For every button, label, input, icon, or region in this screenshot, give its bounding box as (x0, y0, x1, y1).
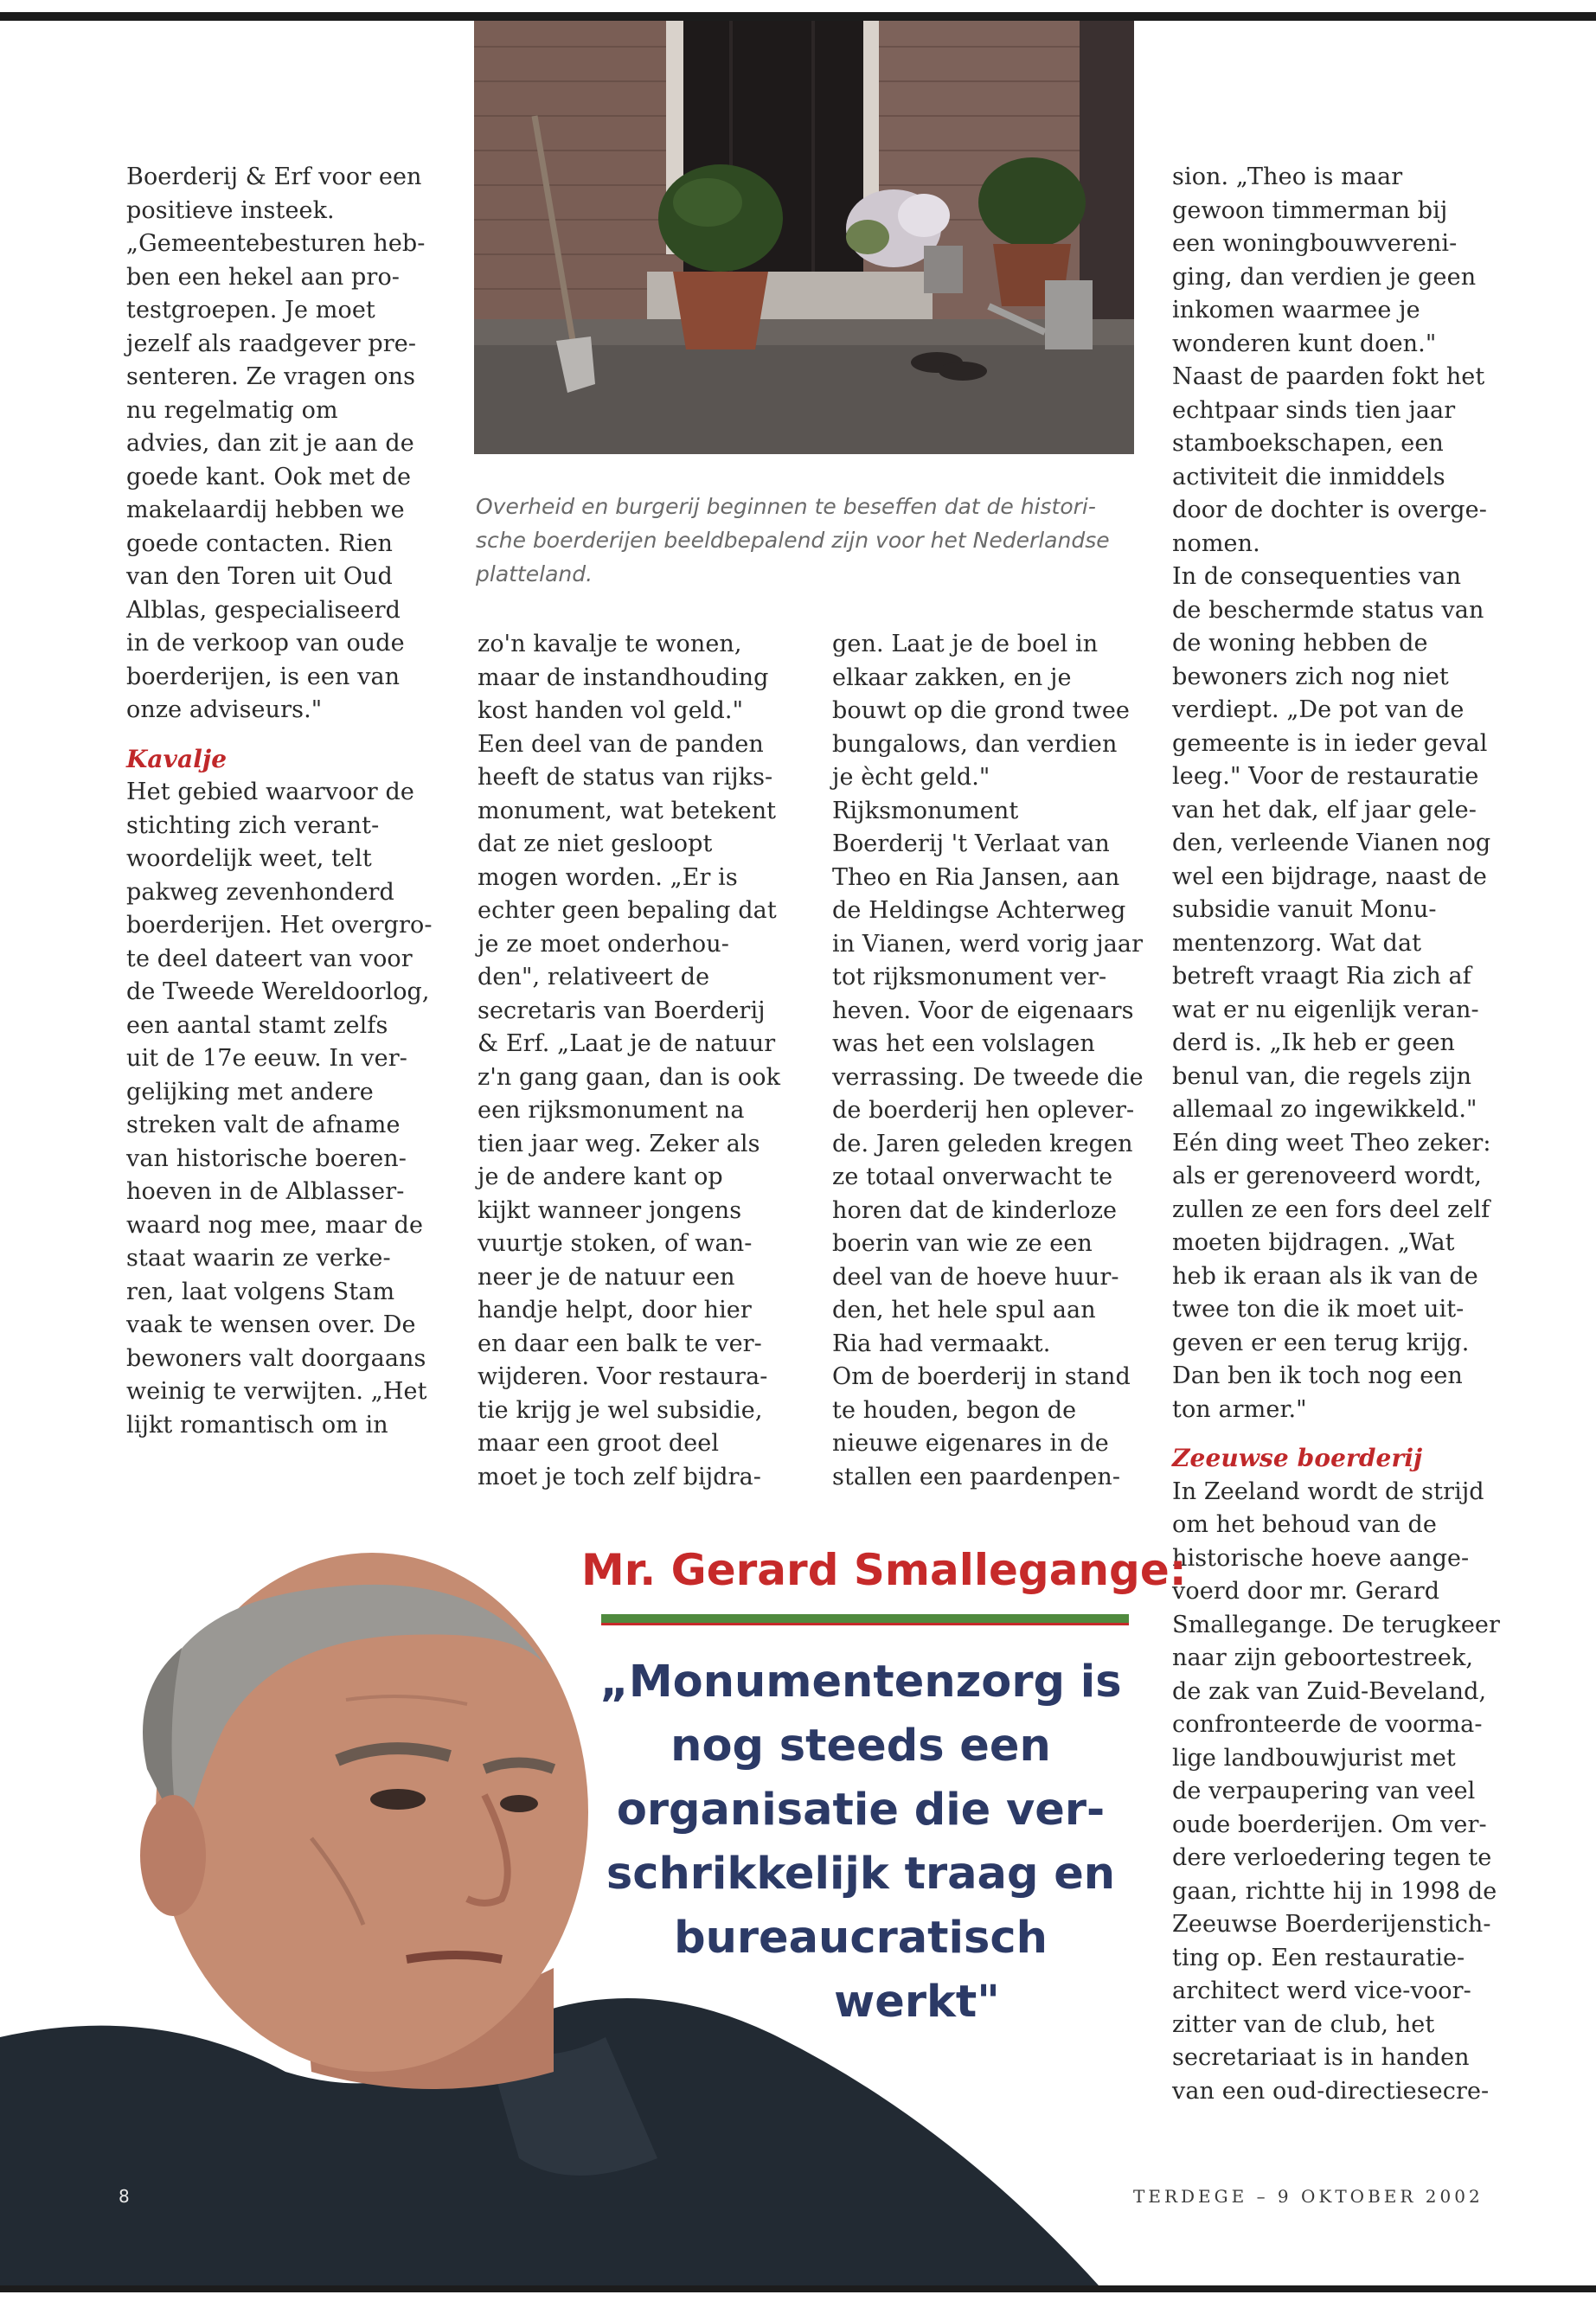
doorway-photo (474, 21, 1134, 454)
pullquote-text: „Monumentenzorg is nog steeds een organisatie die ver- schrikkelijk traag en bureaucratisch werkt" (599, 1657, 1122, 2028)
bottom-rule (0, 2285, 1596, 2292)
subhead-zeeuwse-boerderij: Zeeuwse boerderij (1172, 1444, 1423, 1472)
col1-paragraph-a: Boerderij & Erf voor een positieve insteek. „Gemeentebesturen heb- ben een hekel aan pro- testgroepen. Je moet jezelf als raadgever pre- senteren. Ze vragen ons nu regelmatig om advies, dan zit je aan de goede kant. Ook met de makelaardij hebben we goede contacten. Rien van den Toren uit Oud Alblas, gespecialiseerd in de verkoop van oude boerderijen, is een van onze adviseurs." (126, 163, 426, 723)
column-1 (126, 161, 446, 1442)
top-rule (0, 12, 1596, 21)
col2-paragraph: zo'n kavalje te wonen, maar de instandhouding kost handen vol geld." Een deel van de panden heeft de status van rijks- monument, wat betekent dat ze niet gesloopt mogen worden. „Er is echter geen bepaling dat je ze moet onderhou- den", relativeert de secretaris van Boerderij & Erf. „Laat je de natuur z'n gang gaan, dan is ook een rijksmonument na tien jaar weg. Zeker als je de andere kant op kijkt wanneer jongens vuurtje stoken, of wan- neer je de natuur een handje helpt, door hier en daar een balk te ver- wijderen. Voor restaura- tie krijg je wel subsidie, maar een groot deel moet je toch zelf bijdra- (478, 631, 781, 1490)
col3-paragraph: gen. Laat je de boel in elkaar zakken, en je bouwt op die grond twee bungalows, dan verdien je ècht geld." Rijksmonument Boerderij 't Verlaat van Theo en Ria Jansen, aan de Heldingse Achterweg in Vianen, werd vorig jaar tot rijksmonument ver- heven. Voor de eigenaars was het een volslagen verrassing. De tweede die de boerderij hen oplever- de. Jaren geleden kregen ze totaal onverwacht te horen dat de kinderloze boerin van wie ze een deel van de hoeve huur- den, het hele spul aan Ria had vermaakt. Om de boerderij in stand te houden, begon de nieuwe eigenares in de stallen een paardenpen- (832, 631, 1144, 1490)
page-number: 8 (119, 2186, 130, 2207)
column-2 (478, 628, 806, 1494)
pullquote-rule-green (601, 1614, 1129, 1623)
column-4 (1172, 161, 1501, 2108)
col4-paragraph-b: In Zeeland wordt de strijd om het behoud van de historische hoeve aange- voerd door mr. Gerard Smallegange. De terugkeer naar zijn geboortestreek, de zak van Zuid-Beveland, confronteerde de voorma- lige landbouwjurist met de verpaupering van veel oude boerderijen. Om ver- dere verloedering tegen te gaan, richtte hij in 1998 de Zeeuwse Boerderijenstich- ting op. Een restauratie- architect werd vice-voor- zitter van de club, het secretariaat is in handen van een oud-directiesecre- (1172, 1477, 1500, 2105)
doorway-photo-illustration (474, 21, 1134, 454)
pullquote-rule-red (601, 1623, 1129, 1625)
col4-paragraph-a: sion. „Theo is maar gewoon timmerman bij een woningbouwvereni- ging, dan verdien je geen inkomen waarmee je wonderen kunt doen." Naast de paarden fokt het echtpaar sinds tien jaar stamboekschapen, een activiteit die inmiddels door de dochter is overge- nomen. In de consequenties van de beschermde status van de woning hebben de bewoners zich nog niet verdiept. „De pot van de gemeente is in ieder geval leeg." Voor de restauratie van het dak, elf jaar gele- den, verleende Vianen nog wel een bijdrage, naast de subsidie vanuit Monu- mentenzorg. Wat dat betreft vraagt Ria zich af wat er nu eigenlijk veran- derd is. „Ik heb er geen benul van, die regels zijn allemaal zo ingewikkeld." Eén ding weet Theo zeker: als er gerenoveerd wordt, zullen ze een fors deel zelf moeten bijdragen. „Wat heb ik eraan als ik van de twee ton die ik moet uit- geven er een terug krijg. Dan ben ik toch nog een ton armer." (1172, 163, 1491, 1423)
col1-paragraph-b: Het gebied waarvoor de stichting zich verant- woordelijk weet, telt pakweg zevenhonderd boerderijen. Het overgro- te deel dateert van voor de Tweede Wereldoorlog, een aantal stamt zelfs uit de 17e eeuw. In ver- gelijking met andere streken valt de afname van historische boeren- hoeven in de Alblasser- waard nog mee, maar de staat waarin ze verke- ren, laat volgens Stam vaak te wensen over. De bewoners valt doorgaans weinig te verwijten. „Het lijkt romantisch om in (126, 779, 433, 1439)
pullquote-name: Mr. Gerard Smallegange: (581, 1545, 1187, 1595)
publication-footer: TERDEGE – 9 OKTOBER 2002 (1133, 2186, 1484, 2207)
column-3 (832, 628, 1161, 1494)
photo-caption: Overheid en burgerij beginnen te beseffen dat de histori- sche boerderijen beeldbepalend zijn voor het Nederlandse platteland. (476, 494, 1110, 586)
subhead-kavalje: Kavalje (126, 744, 228, 773)
